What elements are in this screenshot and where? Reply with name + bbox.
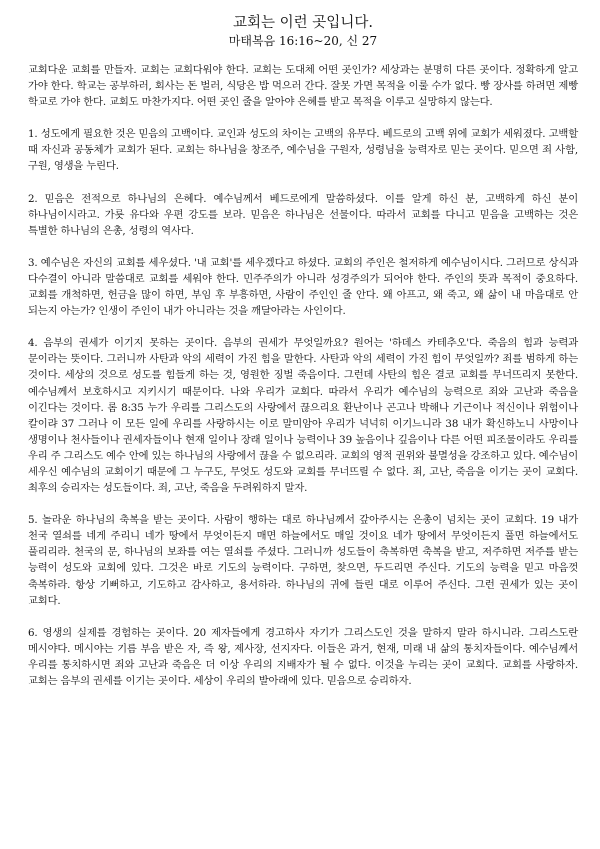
point-6-paragraph: 6. 영생의 실제를 경험하는 곳이다. 20 제자들에게 경고하사 자기가 그리스도인 것을 말하지 말라 하시니라. 그리스도란 메시야다. 메시야는 기름 부음 받은 자, 즉 왕, 제사장, 선지자다. 이들은 과거, 현재, 미래 내 삶의 통치자들이다. 예수님께서 우리를 통치하시면 죄와 고난과 죽음은 더 이상 우리의 지배자가 될 수 없다. 이것을 누리는 곳이 교회다. 교회를 사랑하자. 교회는 음부의 권세를 이기는 곳이다. 세상이 우리의 발아래에 있다. 믿음으로 승리하자. xyxy=(28,626,578,687)
point-1-paragraph: 1. 성도에게 필요한 것은 믿음의 고백이다. 교인과 성도의 차이는 고백의 유무다. 베드로의 고백 위에 교회가 세워졌다. 고백할 때 자신과 공동체가 교회가 된다. 교회는 하나님을 창조주, 예수님을 구원자, 성령님을 능력자로 믿는 곳이다. 믿으면 죄 사함, 구원, 영생을 누린다. xyxy=(28,128,578,173)
scripture-reference: 마태복음 16:16~20, 신 27 xyxy=(228,34,378,48)
document-title: 교회는 이런 곳입니다. xyxy=(233,15,373,31)
intro-paragraph: 교회다운 교회를 만들자. 교회는 교회다워야 한다. 교회는 도대체 어떤 곳인가? 세상과는 분명히 다른 곳이다. 정확하게 알고 가야 한다. 학교는 공부하러, 회사는 돈 벌러, 식당은 밥 먹으러 간다. 잘못 가면 목적을 이룰 수가 없다. 빵 장사를 하려면 제빵 학교로 가야 한다. 교회도 마찬가지다. 어떤 곳인 줄을 알아야 은혜를 받고 목적을 이루고 실망하지 않는다. xyxy=(28,64,578,109)
point-5-paragraph: 5. 놀라운 하나님의 축복을 받는 곳이다. 사람이 행하는 대로 하나님께서 갚아주시는 은총이 넘치는 곳이 교회다. 19 내가 천국 열쇠를 네게 주리니 네가 땅에서 무엇이든지 매면 하늘에서도 매일 것이요 네가 땅에서 무엇이든지 풀면 하늘에서도 풀리리라. 천국의 문, 하나님의 보좌를 여는 열쇠를 주셨다. 그러니까 성도들이 축복하면 축복을 받고, 저주하면 저주를 받는 능력이 성도와 교회에 있다. 그것은 바로 기도의 능력이다. 구하면, 찾으면, 두드리면 주신다. 기도의 능력을 믿고 마음껏 축복하라. 항상 기뻐하고, 기도하고 감사하고, 용서하라. 하나님의 귀에 들린 대로 이루어 주신다. 그런 권세가 있는 곳이 교회다. xyxy=(28,514,578,607)
point-3-paragraph: 3. 예수님은 자신의 교회를 세우셨다. '내 교회'를 세우겠다고 하셨다. 교회의 주인은 철저하게 예수님이시다. 그러므로 상식과 다수결이 아니라 말씀대로 교회를 세워야 한다. 민주주의가 아니라 성경주의가 되어야 한다. 주인의 뜻과 목적이 중요하다. 교회를 개척하면, 헌금을 많이 하면, 부임 후 부흥하면, 사람이 주인인 줄 안다. 왜 아프고, 왜 죽고, 왜 삶이 내 마음대로 안 되는지 아는가? 인생이 주인이 내가 아니라는 것을 깨달아라는 사인이다. xyxy=(28,256,578,318)
point-2-paragraph: 2. 믿음은 전적으로 하나님의 은혜다. 예수님께서 베드로에게 말씀하셨다. 이를 알게 하신 분, 고백하게 하신 분이 하나님이시라고. 가룟 유다와 우편 강도를 보라. 믿음은 하나님은 선물이다. 따라서 교회를 다니고 믿음을 고백하는 것은 특별한 하나님의 은총, 성령의 역사다. xyxy=(28,192,578,237)
point-4-paragraph: 4. 음부의 권세가 이기지 못하는 곳이다. 음부의 권세가 무엇일까요? 원어는 '하데스 카테추오'다. 죽음의 힘과 능력과 문이라는 뜻이다. 그러니까 사탄과 악의 세력이 가진 힘을 말한다. 사탄과 악의 세력이 가진 힘이 무엇일까? 죄를 범하게 하는 것이다. 세상의 것으로 성도를 힘들게 하는 것, 영원한 징벌 죽음이다. 그런데 사탄의 힘은 결코 교회를 무너뜨리지 못한다. 예수님께서 보호하시고 지키시기 때문이다. 나와 우리가 교회다. 따라서 우리가 예수님의 능력으로 죄와 고난과 죽음을 이긴다는 것이다. 롬 8:35 누가 우리를 그리스도의 사랑에서 끊으리요 환난이나 곤고나 박해나 기근이나 적신이나 위험이나 칼이랴 37 그러나 이 모든 일에 우리를 사랑하시는 이로 말미암아 우리가 넉넉히 이기느니라 38 내가 확신하노니 사망이나 생명이나 천사들이나 권세자들이나 현재 일이나 장래 일이나 능력이나 39 높음이나 깊음이나 다른 어떤 피조물이라도 우리를 우리 주 그리스도 예수 안에 있는 하나님의 사랑에서 끊을 수 없으리라. 교회의 영적 권위와 불멸성을 강조하고 있다. 예수님이 세우신 예수님의 교회이기 때문에 그 누구도, 무엇도 성도와 교회를 무너뜨릴 수 없다. 죄, 고난, 죽음을 이기는 곳이 교회다. 최후의 승리자는 성도들이다. 죄, 고난, 죽음을 두려워하지 말자. xyxy=(28,337,578,495)
